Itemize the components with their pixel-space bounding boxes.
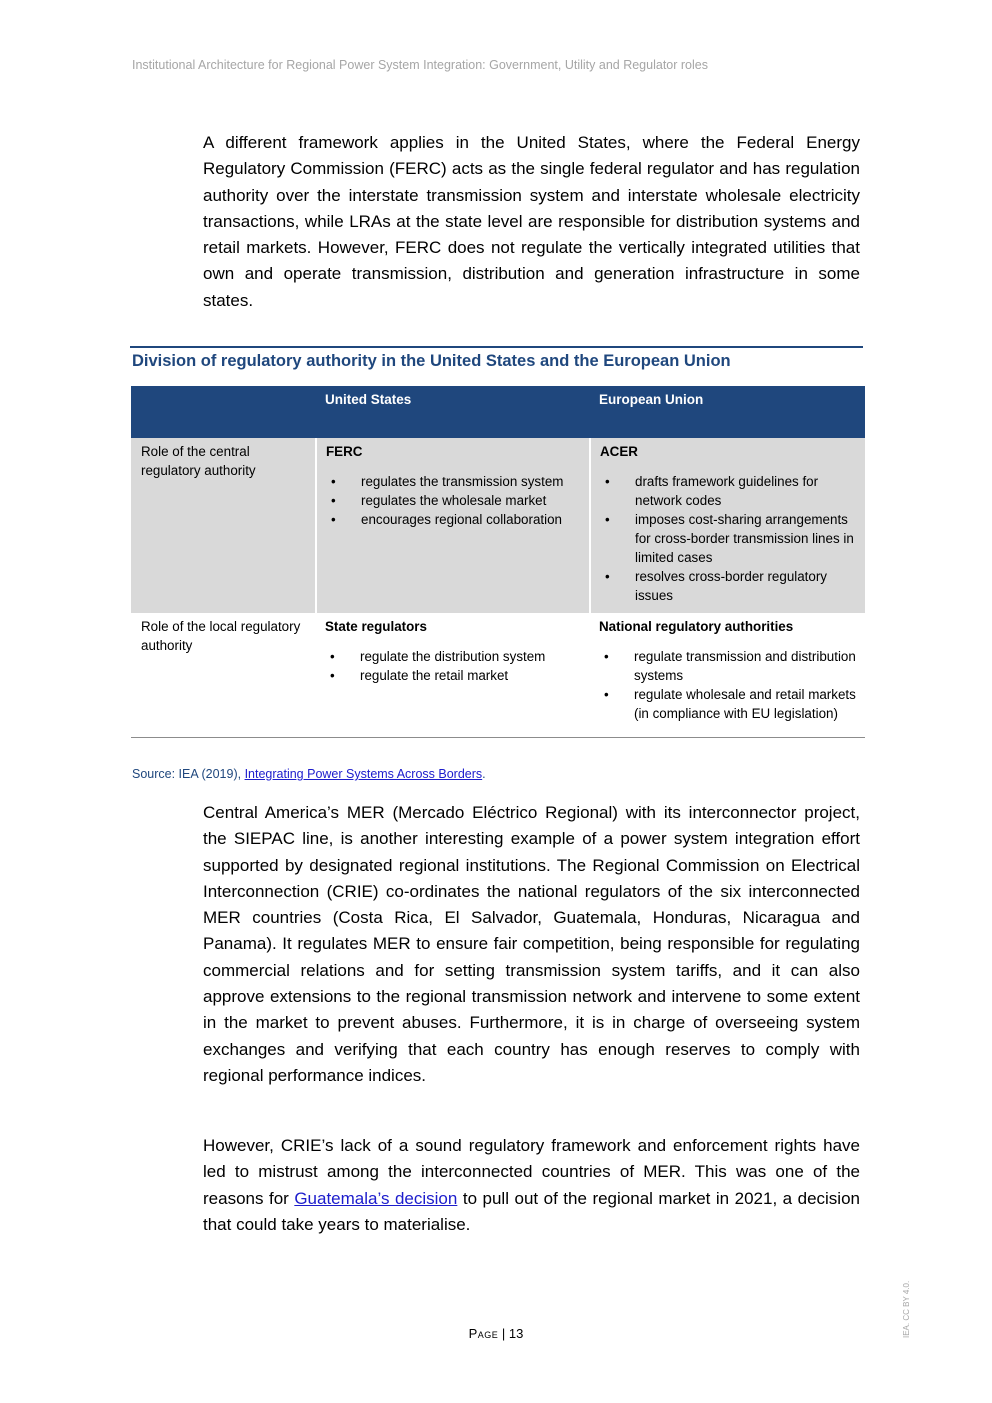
bullet-icon: • xyxy=(605,569,610,584)
page-number: 13 xyxy=(508,1326,524,1341)
bullet-icon: • xyxy=(331,512,336,527)
page-footer xyxy=(0,1326,992,1341)
bullet-icon: • xyxy=(604,687,609,702)
list-item: • drafts framework guidelines for network codes xyxy=(605,474,819,508)
paragraph-text-before-link: However, CRIE’s lack of a sound regulatory framework and enforcement rights have led to mistrust among the interconnected countries of MER. This was one of the reasons for xyxy=(203,1136,860,1208)
list-item: • imposes cost-sharing arrangements for cross-border transmission lines in limited cases xyxy=(605,512,854,565)
cell-central-eu xyxy=(590,438,865,613)
table-row-central xyxy=(131,438,865,613)
table-header-row xyxy=(131,386,865,438)
list-item: • resolves cross-border regulatory issues xyxy=(605,569,828,603)
bullet-icon: • xyxy=(331,493,336,508)
table-row-local xyxy=(131,613,865,738)
bullet-list-state xyxy=(325,647,584,685)
list-item: • regulates the wholesale market xyxy=(331,493,547,508)
running-header: Institutional Architecture for Regional Power System Integration: Government, Utility and Regulator roles xyxy=(132,58,708,72)
figure-title: Division of regulatory authority in the United States and the European Union xyxy=(132,352,731,370)
row-label-central: Role of the central regulatory authority xyxy=(131,438,316,613)
page-separator: | xyxy=(498,1326,509,1341)
cell-heading-acer: ACER xyxy=(600,444,638,459)
list-item: • regulate wholesale and retail markets (in compliance with EU legislation) xyxy=(604,687,856,721)
cell-local-us xyxy=(316,613,590,738)
column-header-us: United States xyxy=(316,386,590,438)
bullet-list-national xyxy=(599,647,859,723)
column-header-empty xyxy=(131,386,316,438)
bullet-list-acer xyxy=(600,472,859,605)
body-paragraph-crie xyxy=(203,1133,860,1238)
figure-source xyxy=(132,767,486,781)
bullet-icon: • xyxy=(330,668,335,683)
paragraph-text-after-link: to pull out of the regional market in 2021, a decision that could take years to materialise. xyxy=(203,1188,860,1234)
row-label-local: Role of the local regulatory authority xyxy=(131,613,316,738)
list-item: • regulate transmission and distribution systems xyxy=(604,649,856,683)
bullet-icon: • xyxy=(331,474,336,489)
bullet-icon: • xyxy=(605,512,610,527)
bullet-icon: • xyxy=(605,474,610,489)
cell-local-eu xyxy=(590,613,865,738)
list-item: • encourages regional collaboration xyxy=(331,512,562,527)
page-label: Page xyxy=(468,1326,499,1341)
guatemala-decision-link[interactable]: Guatemala’s decision xyxy=(294,1188,458,1208)
bullet-icon: • xyxy=(330,649,335,664)
intro-paragraph: A different framework applies in the United States, where the Federal Energy Regulatory Commission (FERC) acts as the single federal regulator and has regulation authority over the interstate transmission system and interstate wholesale electricity transactions, while LRAs at the state level are responsible for distribution systems and retail markets. However, FERC does not regulate the vertically integrated utilities that own and operate transmission, distribution and generation infrastructure in some states. xyxy=(203,133,860,310)
cell-heading-national-authorities: National regulatory authorities xyxy=(599,619,794,634)
cell-heading-state-regulators: State regulators xyxy=(325,619,427,634)
license-notice: IEA. CC BY 4.0. xyxy=(902,1280,911,1338)
bullet-list-ferc xyxy=(326,472,583,529)
bullet-icon: • xyxy=(604,649,609,664)
cell-central-us xyxy=(316,438,590,613)
regulatory-authority-table xyxy=(131,386,865,738)
source-link[interactable]: Integrating Power Systems Across Borders xyxy=(244,767,483,781)
figure-top-rule xyxy=(130,346,863,348)
body-paragraph-mer: Central America’s MER (Mercado Eléctrico Regional) with its interconnector project, the SIEPAC line, is another interesting example of a power system integration effort supported by designated regional institutions. The Regional Commission on Electrical Interconnection (CRIE) co-ordinates the national regulators of the six interconnected MER countries (Costa Rica, El Salvador, Guatemala, Honduras, Nicaragua and Panama). It regulates MER to ensure fair competition, being responsible for regulating commercial relations and for setting transmission system tariffs, and it can also approve extensions to the regional transmission network and intervene to some extent in the market to prevent abuses. Furthermore, it is in charge of overseeing system exchanges and verifying that each country has enough reserves to comply with regional performance indices. xyxy=(203,803,860,1085)
list-item: • regulate the retail market xyxy=(330,668,509,683)
cell-heading-ferc: FERC xyxy=(326,444,363,459)
source-prefix: Source: IEA (2019), xyxy=(132,767,245,781)
column-header-eu: European Union xyxy=(590,386,865,438)
list-item: • regulates the transmission system xyxy=(331,474,564,489)
source-suffix: . xyxy=(482,767,486,781)
list-item: • regulate the distribution system xyxy=(330,649,546,664)
